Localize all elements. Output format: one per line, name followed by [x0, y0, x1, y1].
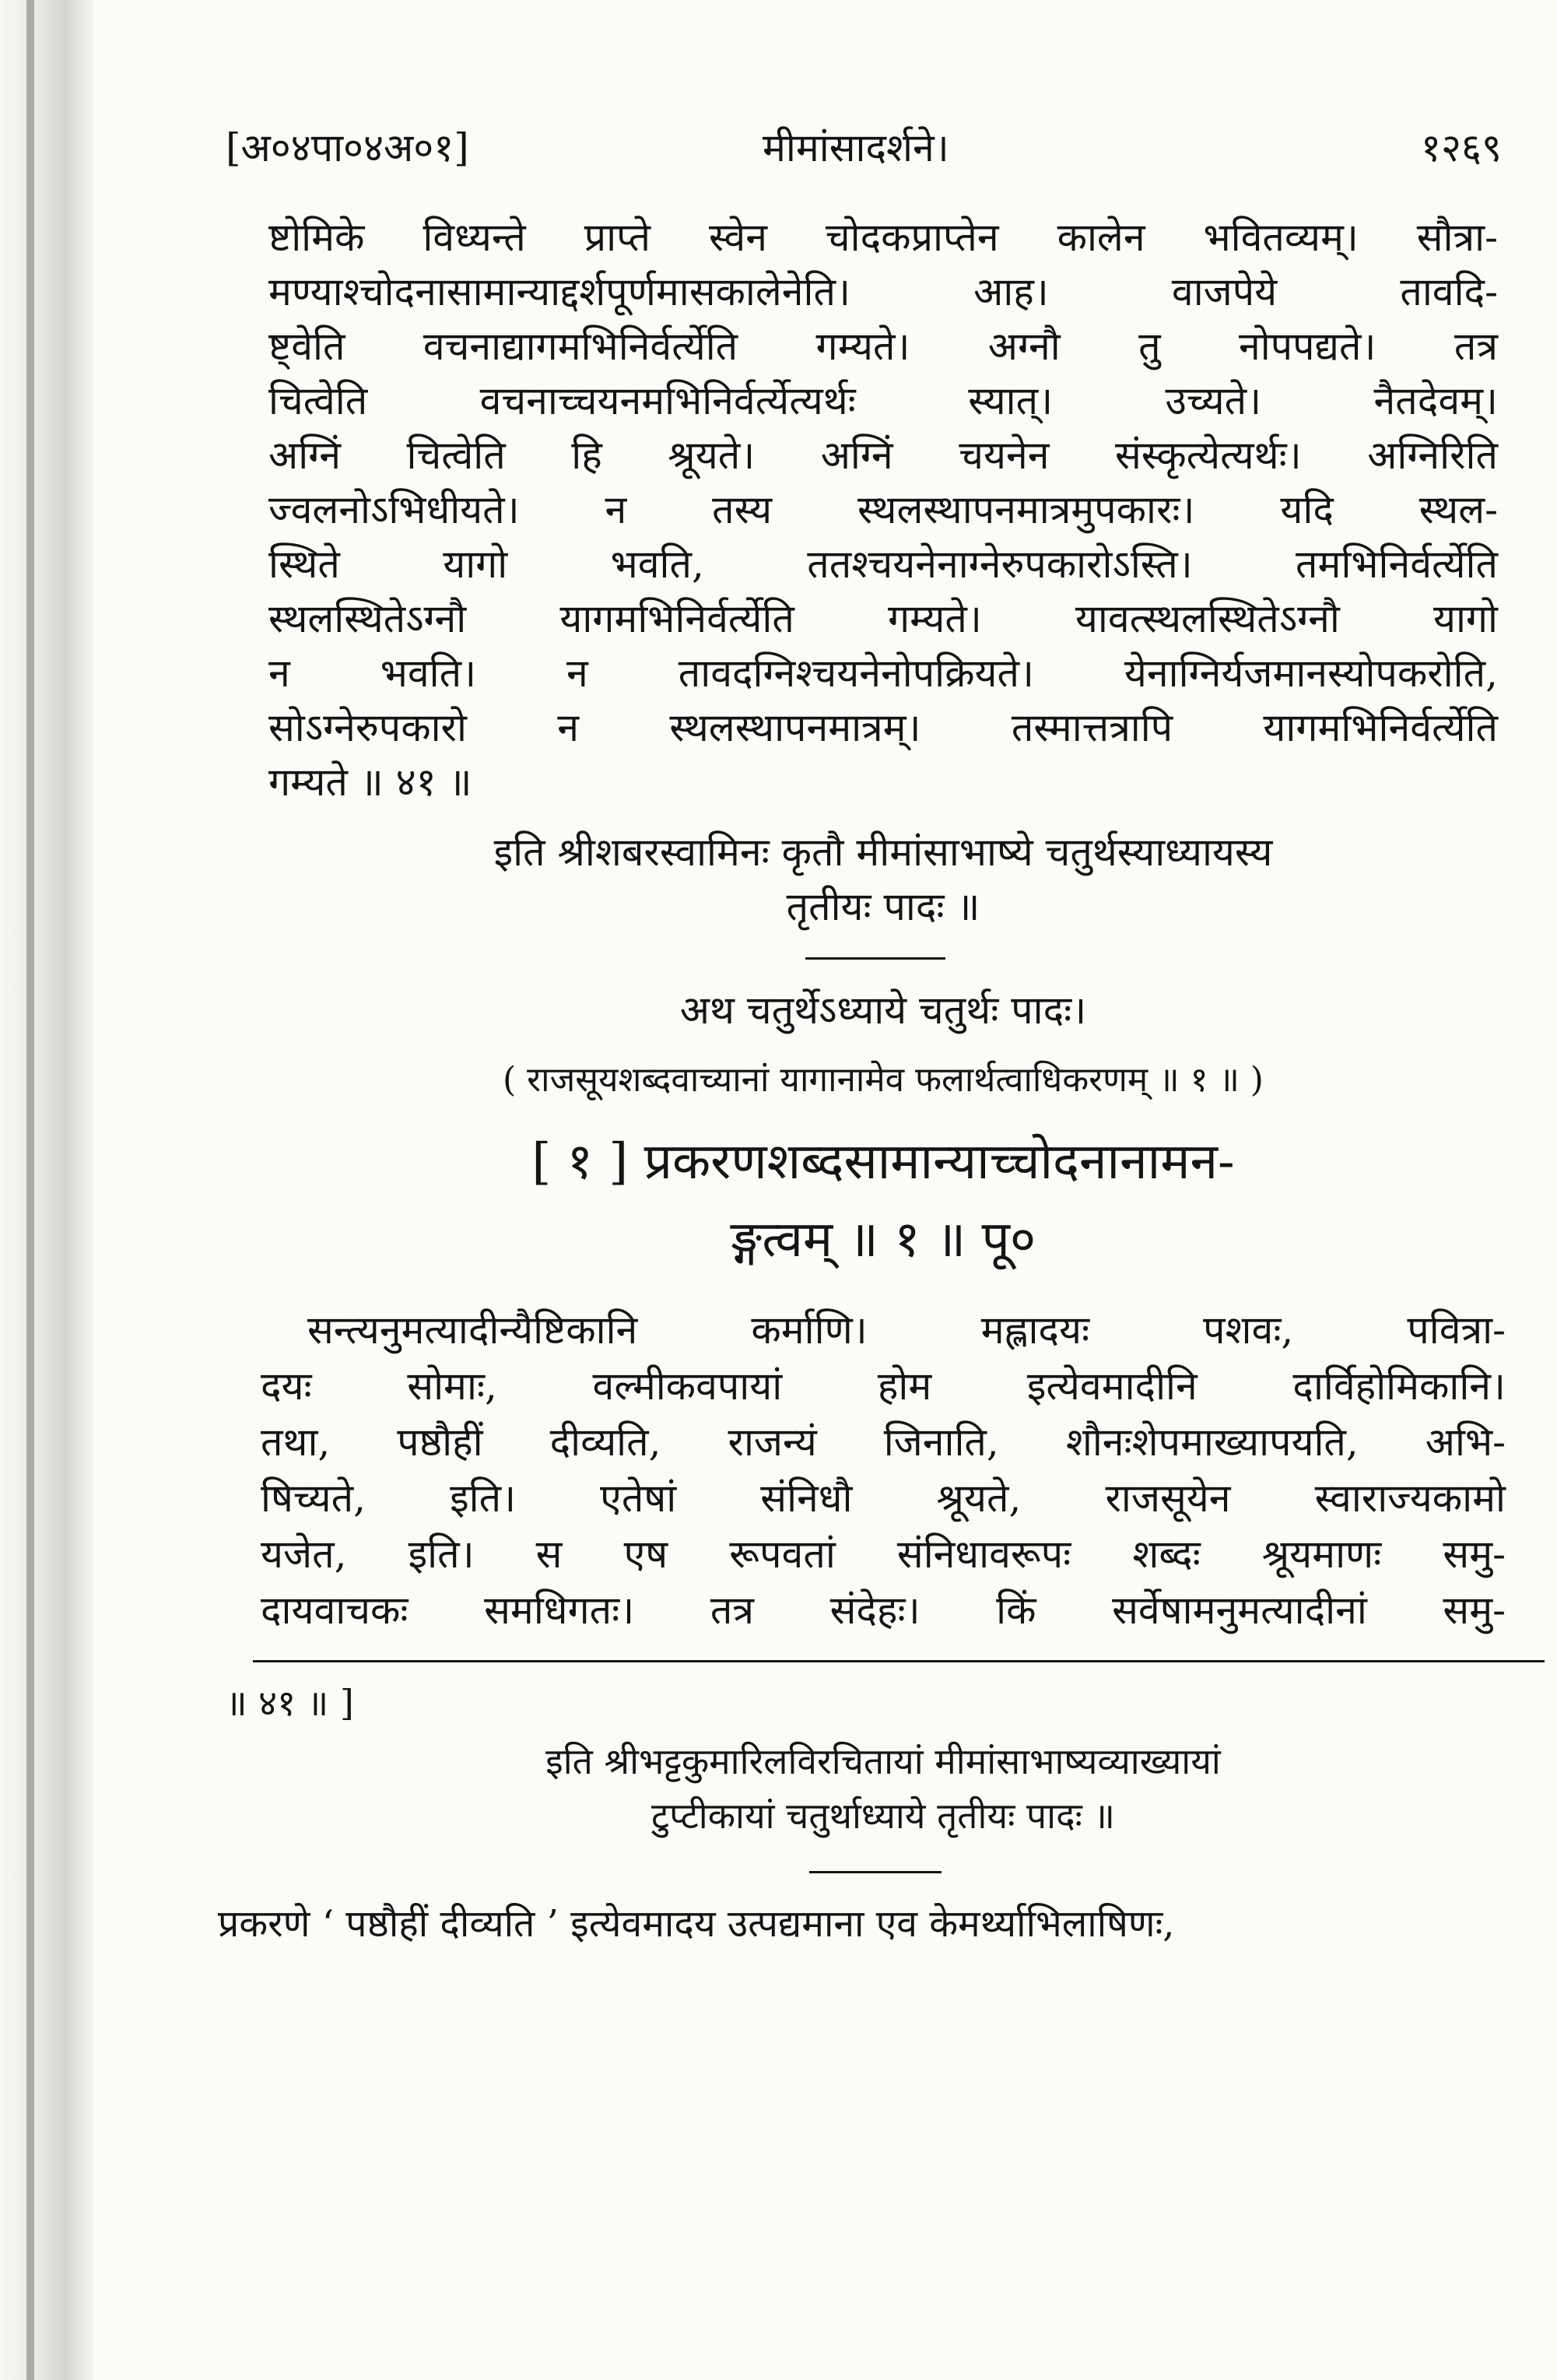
footnote-colophon [261, 1734, 1506, 1843]
footnote-divider [809, 1871, 942, 1873]
section-divider [805, 957, 945, 960]
text-line: यजेत, इति। स एष रूपवतां संनिधावरूपः शब्दः श्रूयमाणः समु- [261, 1532, 1506, 1577]
text-line: ज्वलनोऽभिधीयते। न तस्य स्थलस्थापनमात्रमुपकारः। यदि स्थल- [268, 487, 1498, 532]
page [218, 117, 1506, 1951]
text-line: स्थलस्थितेऽग्नौ यागमभिनिर्वर्त्येति गम्यते। यावत्स्थलस्थितेऽग्नौ यागो [268, 596, 1498, 641]
text-line: मण्याश्चोदनासामान्याद्दर्शपूर्णमासकालेनेति। आह। वाजपेये तावदि- [268, 269, 1498, 314]
colophon [268, 825, 1498, 934]
text-line: चित्वेति वचनाच्चयनमभिनिर्वर्त्येत्यर्थः स्यात्। उच्यते। नैतदेवम्। [268, 378, 1498, 423]
footnote-rule [253, 1660, 1545, 1662]
colophon-line: इति श्रीशबरस्वामिनः कृतौ मीमांसाभाष्ये चतुर्थस्याध्यायस्य [493, 830, 1273, 875]
running-header [226, 117, 1502, 179]
footnote-text-line: प्रकरणे ‘ पष्ठौहीं दीव्यति ’ इत्येवमादय उत्पद्यमाना एव केमर्थ्याभिलाषिणः, [218, 1902, 1175, 1946]
header-title: मीमांसादर्शने। [763, 125, 949, 170]
text-line: दायवाचकः समधिगतः। तत्र संदेहः। किं सर्वेषामनुमत्यादीनां समु- [261, 1588, 1506, 1633]
footnote-mark: ॥ ४१ ॥ ] [226, 1682, 354, 1724]
text-line: न भवति। न तावदग्निश्चयनेनोपक्रियते। येनाग्निर्यजमानस्योपकरोति, [268, 651, 1498, 696]
text-line: सन्त्यनुमत्यादीन्यैष्टिकानि कर्माणि। मह्लादयः पशवः, पवित्रा- [307, 1308, 1506, 1353]
text-line: दयः सोमाः, वल्मीकवपायां होम इत्येवमादीनि दार्विहोमिकानि। [261, 1364, 1506, 1409]
text-line: तथा, पष्ठौहीं दीव्यति, राजन्यं जिनाति, शौनःशेपमाख्यापयति, अभि- [261, 1420, 1506, 1465]
top-paragraph [268, 210, 1498, 809]
text-line: गम्यते ॥ ४१ ॥ [268, 760, 472, 805]
text-line: ष्टोमिके विध्यन्ते प्राप्ते स्वेन चोदकप्राप्तेन कालेन भवितव्यम्। सौत्रा- [268, 215, 1498, 260]
adhikarana-title: ( राजसूयशब्दवाच्यानां यागानामेव फलार्थत्वाधिकरणम् ॥ १ ॥ ) [503, 1060, 1264, 1100]
footnote-colophon-line: टुप्टीकायां चतुर्थाध्याये तृतीयः पादः ॥ [651, 1795, 1115, 1837]
text-line: सोऽग्नेरुपकारो न स्थलस्थापनमात्रम्। तस्मात्तत्रापि यागमभिनिर्वर्त्येति [268, 705, 1498, 750]
header-section-ref: [अ०४पा०४अ०१] [226, 125, 469, 170]
text-line: षिच्यते, इति। एतेषां संनिधौ श्रूयते, राजसूयेन स्वाराज्यकामो [261, 1476, 1506, 1521]
main-paragraph [261, 1302, 1506, 1638]
footnote-colophon-line: इति श्रीभट्टकुमारिलविरचितायां मीमांसाभाष्यव्याख्यायां [545, 1740, 1221, 1782]
section-heading: अथ चतुर्थेऽध्याये चतुर्थः पादः। [679, 988, 1087, 1033]
text-line: स्थिते यागो भवति, ततश्चयनेनाग्नेरुपकारोऽस्ति। तमभिनिर्वर्त्येति [268, 542, 1498, 587]
page-number: १२६९ [1421, 125, 1502, 170]
sutra [268, 1123, 1498, 1279]
sutra-line: [ १ ] प्रकरणशब्दसामान्याच्चोदनानामन- [531, 1133, 1235, 1191]
sutra-line: ङ्गत्वम् ॥ १ ॥ पू० [730, 1211, 1036, 1269]
text-line: अग्निं चित्वेति हि श्रूयते। अग्निं चयनेन संस्कृत्येत्यर्थः। अग्निरिति [268, 433, 1498, 478]
colophon-line: तृतीयः पादः ॥ [786, 884, 980, 929]
text-line: ष्ट्वेति वचनाद्यागमभिनिर्वर्त्येति गम्यते। अग्नौ तु नोपपद्यते। तत्र [268, 324, 1498, 369]
scan-binding-edge [0, 0, 93, 2380]
